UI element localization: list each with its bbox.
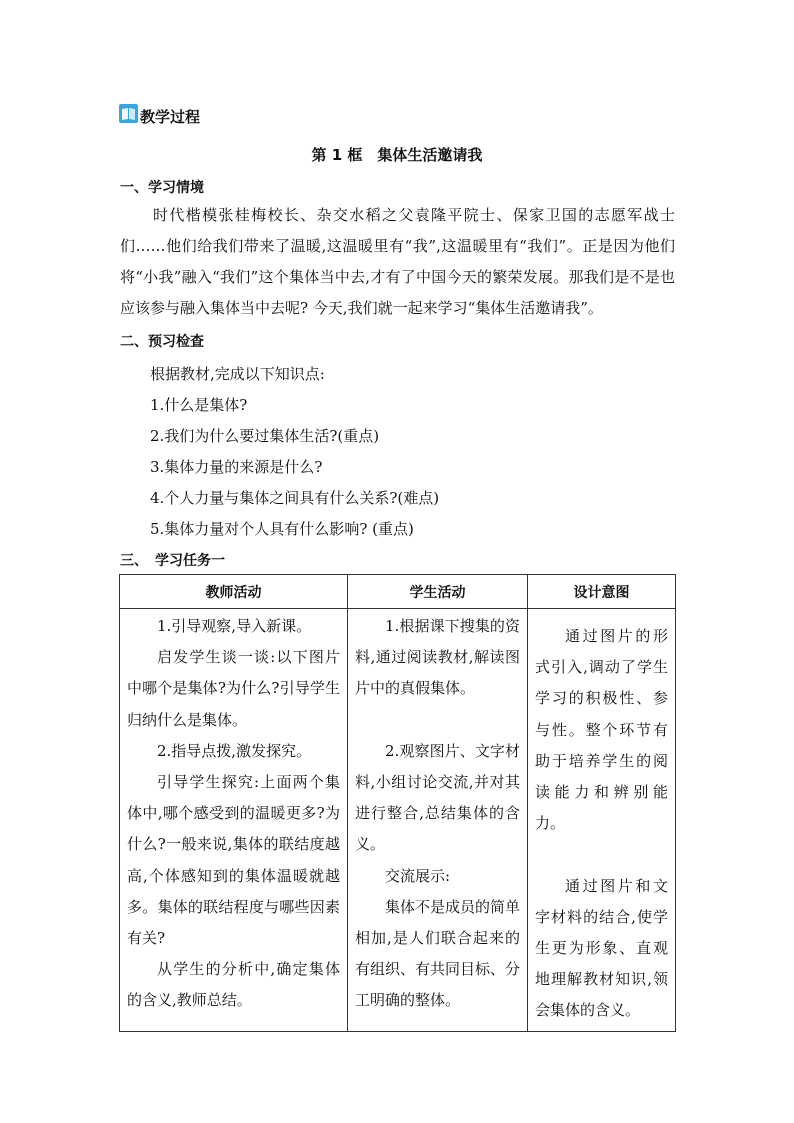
design-intent-cell — [528, 609, 676, 1032]
section-heading-task-one: 三、 学习任务一 — [120, 553, 225, 569]
preview-item: 2.我们为什么要过集体生活?(重点) — [150, 427, 380, 445]
design-intent: 通过图片和文字材料的结合,使学生更为形象、直观地理解教材知识,领会集体的含义。 — [535, 876, 668, 1020]
lesson-title: 第 1 框 集体生活邀请我 — [311, 146, 483, 164]
preview-item: 5.集体力量对个人具有什么影响? (重点) — [150, 520, 414, 538]
column-header-teacher: 教师活动 — [120, 575, 348, 609]
table-row — [120, 609, 676, 1032]
teacher-step: 2.指导点拨,激发探究。 — [157, 741, 312, 760]
teacher-activity-cell — [120, 609, 348, 1032]
design-intent: 通过图片的形式引入,调动了学生学习的积极性、参与性。整个环节有助于培养学生的阅读能力和辨别能力。 — [535, 627, 668, 833]
teacher-step: 启发学生谈一谈:以下图片中哪个是集体?为什么?引导学生归纳什么是集体。 — [127, 648, 340, 729]
section-heading-situation: 一、学习情境 — [120, 180, 204, 196]
preview-item: 3.集体力量的来源是什么? — [150, 458, 323, 476]
column-header-design: 设计意图 — [528, 575, 676, 609]
preview-item: 1.什么是集体? — [150, 396, 248, 414]
situation-paragraph: 时代楷模张桂梅校长、杂交水稻之父袁隆平院士、保家卫国的志愿军战士们……他们给我们带来了温暖,这温暖里有“我”,这温暖里有“我们”。正是因为他们将“小我”融入“我们”这个集体当中去,才有了中国今天的繁荣发展。那我们是不是也应该参与融入集体当中去呢? 今天,我们就一起来学习“集体生活邀请我”。 — [120, 206, 675, 317]
section-heading-preview: 二、预习检查 — [120, 334, 204, 350]
student-step: 1.根据课下搜集的资料,通过阅读教材,解读图片中的真假集体。 — [355, 617, 520, 698]
teacher-step: 引导学生探究:上面两个集体中,哪个感受到的温暖更多?为什么?一般来说,集体的联结度越高,个体感知到的集体温暖就越多。集体的联结程度与哪些因素有关? — [127, 773, 340, 948]
column-header-student: 学生活动 — [348, 575, 528, 609]
student-step: 集体不是成员的简单相加,是人们联合起来的有组织、有共同目标、分工明确的整体。 — [355, 897, 521, 1010]
preview-intro: 根据教材,完成以下知识点: — [150, 365, 325, 383]
preview-item: 4.个人力量与集体之间具有什么关系?(难点) — [150, 489, 440, 507]
student-step: 交流展示: — [385, 866, 451, 885]
student-step: 2.观察图片、文字材料,小组讨论交流,并对其进行整合,总结集体的含义。 — [355, 741, 520, 854]
section-header-title: 教学过程 — [140, 108, 201, 126]
activity-table — [119, 574, 676, 1032]
table-header-row — [120, 575, 676, 609]
teacher-step: 从学生的分析中,确定集体的含义,教师总结。 — [127, 960, 340, 1010]
teacher-step: 1.引导观察,导入新课。 — [157, 617, 312, 635]
student-activity-cell — [348, 609, 528, 1032]
book-icon — [119, 104, 138, 123]
